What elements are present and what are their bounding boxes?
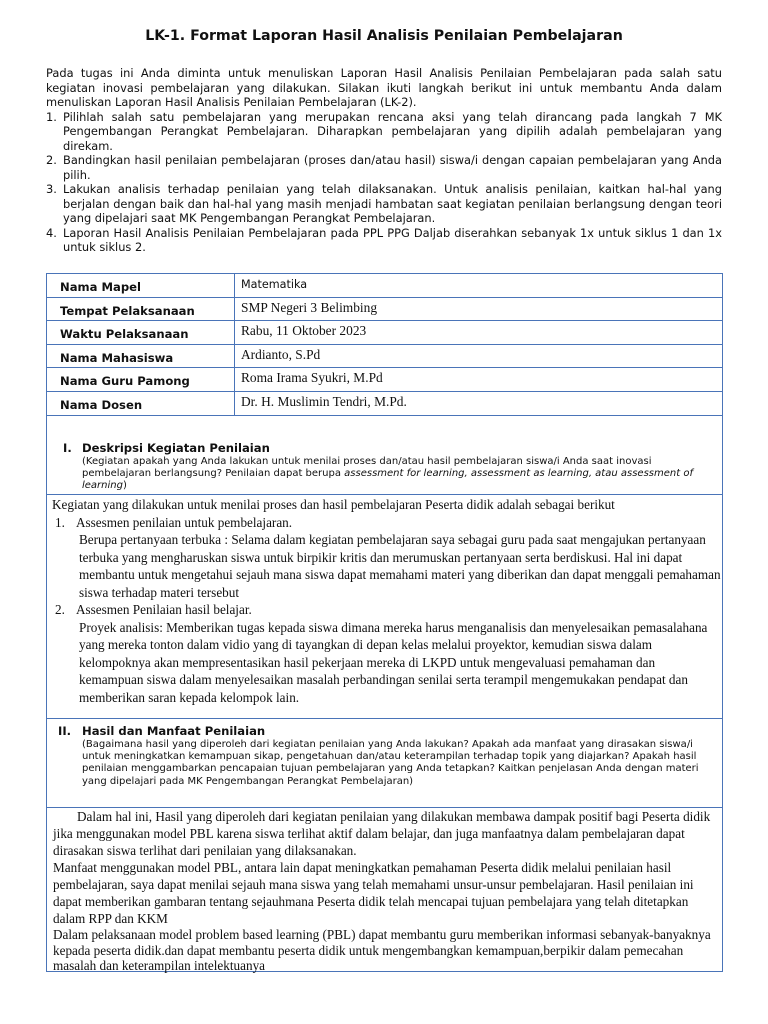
section1-header [46,415,723,495]
table-row [47,297,723,321]
row-label: Tempat Pelaksanaan [47,297,235,321]
section2-title-text: Hasil dan Manfaat Penilaian [82,724,266,738]
section1-note-italic: assessment for learning, assessment as learning, atau assessment of learning [82,468,693,492]
step-text: Laporan Hasil Analisis Penilaian Pembelajaran pada PPL PPG Daljab diserahkan sebanyak 1x untuk siklus 1 dan 1x untuk siklus 2. [63,225,722,254]
section2-paragraph: Dalam pelaksanaan model problem based learning (PBL) dapat membantu guru memberikan informasi sebanyak-banyaknya kepada peserta didik.dan dapat membantu peserta didik untuk mengembangkan kemampuan,berpikir dalam pemecahan masalah dan keterampilan intelektuanya [53,927,711,973]
section1-title [63,441,722,455]
step-number: 2. [46,153,57,167]
item-detail: Proyek analisis: Memberikan tugas kepada siswa dimana mereka harus menganalisis dan menyelesaikan pemasalahana yang mereka tonton dalam vidio yang di tayangkan di depan kelas melalui proyektor, kemudian siswa dalam kelompoknya akan mempresentasikan hasil pekerjaan mereka di LKPD untuk mengevaluasi pemahaman dan kemampuan siswa dalam menyelesaikan masalah perbandingan senilai serta terampil mengemukakan pendapat dan memberikan saran kepada kelompok lain. [79,619,708,705]
row-label: Nama Guru Pamong [47,368,235,392]
section2-body [46,807,723,972]
row-value: Rabu, 11 Oktober 2023 [235,321,723,345]
table-row [47,368,723,392]
section2-header [46,718,723,808]
step-number: 3. [46,182,57,196]
row-value: Dr. H. Muslimin Tendri, M.Pd. [235,391,723,415]
row-value: Roma Irama Syukri, M.Pd [235,368,723,392]
section1-note-plain: (Kegiatan apakah yang Anda lakukan untuk menilai proses dan/atau hasil pembelajaran siswa/i Anda saat inovasi pembelajaran berlangsung? Penilaian dapat berupa [82,456,652,480]
table-row [47,321,723,345]
step-text: Lakukan analisis terhadap penilaian yang telah dilaksanakan. Untuk analisis penilaian, kaitkan hal-hal yang berjalan dengan baik dan hal-hal yang masih menjadi hambatan saat kegiatan penilaian berlangsung dengan teori yang dipelajari saat MK Pengembangan Perangkat Pembelajaran. [63,182,722,225]
section2-paragraph: Dalam hal ini, Hasil yang diperoleh dari kegiatan penilaian yang dilakukan membawa dampak positif bagi Peserta didik jika menggunakan model PBL karena siswa terlihat aktif dalam belajar, dan juga manfaatnya dalam pembelajaran dapat dirasakan siswa terlihat dari penilaian yang dilaksanakan. [53,809,711,858]
steps-list [46,110,722,255]
row-value: Matematika [235,274,723,298]
section1-intro: Kegiatan yang dilakukan untuk menilai proses dan hasil pembelajaran Peserta didik adalah sebagai berikut [52,497,615,512]
list-item [52,601,722,619]
section1-note [82,456,722,493]
row-label: Nama Mahasiswa [47,344,235,368]
section1-number: I. [63,441,72,455]
row-value: Ardianto, S.Pd [235,344,723,368]
row-value: SMP Negeri 3 Belimbing [235,297,723,321]
step-item [46,226,722,255]
item-heading: Assesmen penilaian untuk pembelajaran. [76,514,293,530]
row-label: Waktu Pelaksanaan [47,321,235,345]
section1-body [46,494,723,719]
item-number: 1. [55,514,65,530]
intro-paragraph: Pada tugas ini Anda diminta untuk menuliskan Laporan Hasil Analisis Penilaian Pembelajaran pada salah satu kegiatan inovasi pembelajaran yang dilakukan. Silakan ikuti langkah berikut ini untuk membantu Anda dalam menuliskan Laporan Hasil Analisis Penilaian Pembelajaran (LK-2). [46,66,722,109]
section2-title [58,724,722,738]
step-text: Bandingkan hasil penilaian pembelajaran (proses dan/atau hasil) siswa/i dengan capaian pembelajaran yang Anda pilih. [63,153,722,182]
section1-title-text: Deskripsi Kegiatan Penilaian [82,441,270,455]
section2-paragraph: Manfaat menggunakan model PBL, antara lain dapat meningkatkan pemahaman Peserta didik melalui penilaian hasil pembelajaran, saya dapat menilai sejauh mana siswa yang telah memahami unsur-unsur pembelajaran. Hasil penilaian ini dapat memberikan gambaran tentang sejauhmana Peserta didik telah mencapai tujuan pembelajara yang telah ditetapkan dalam RPP dan KKM [53,860,694,926]
identity-table [46,273,723,416]
section2-number: II. [58,724,72,738]
step-item [46,110,722,154]
item-number: 2. [55,602,65,617]
step-number: 4. [46,225,57,240]
item-heading: Assesmen Penilaian hasil belajar. [76,602,252,617]
item-detail: Berupa pertanyaan terbuka : Selama dalam kegiatan pembelajaran saya sebagai guru pada saat mengajukan pertanyaan terbuka yang mengharuskan siswa untuk birpikir kritis dan merumuskan pertanyaan serta berdiskusi. Hal ini dapat membantu untuk mengetahui sejauh mana siswa dapat memahami materi yang diberikan dan dapat menggali pemahaman siswa terhadap materi tersebut [79,532,721,600]
table-row [47,391,723,415]
row-label: Nama Dosen [47,391,235,415]
step-item [46,153,722,182]
table-row [47,344,723,368]
step-text: Pilihlah salah satu pembelajaran yang merupakan rencana aksi yang telah dirancang pada langkah 7 MK Pengembangan Perangkat Pembelajaran. Diharapkan pembelajaran yang dipilih adalah pembelajaran yang direkam. [63,109,722,153]
intro-instructions [46,66,722,255]
row-label: Nama Mapel [47,274,235,298]
section2-note: (Bagaimana hasil yang diperoleh dari kegiatan penilaian yang Anda lakukan? Apakah ada manfaat yang dirasakan siswa/i untuk meningkatkan kemampuan sikap, pengetahuan dan/atau keterampilan terhadap topik yang diajarkan? Apakah hasil penilaian menggambarkan pencapaian tujuan pembelajaran yang Anda tetapkan? Kaitkan penjelasan Anda dengan materi yang dipelajari pada MK Pengembangan Perangkat Pembelajaran) [82,739,699,787]
page-title: LK-1. Format Laporan Hasil Analisis Penilaian Pembelajaran [145,28,623,44]
list-item [52,514,722,532]
step-item [46,182,722,226]
step-number: 1. [46,109,57,124]
table-row [47,274,723,298]
section1-note-close: ) [122,480,127,492]
